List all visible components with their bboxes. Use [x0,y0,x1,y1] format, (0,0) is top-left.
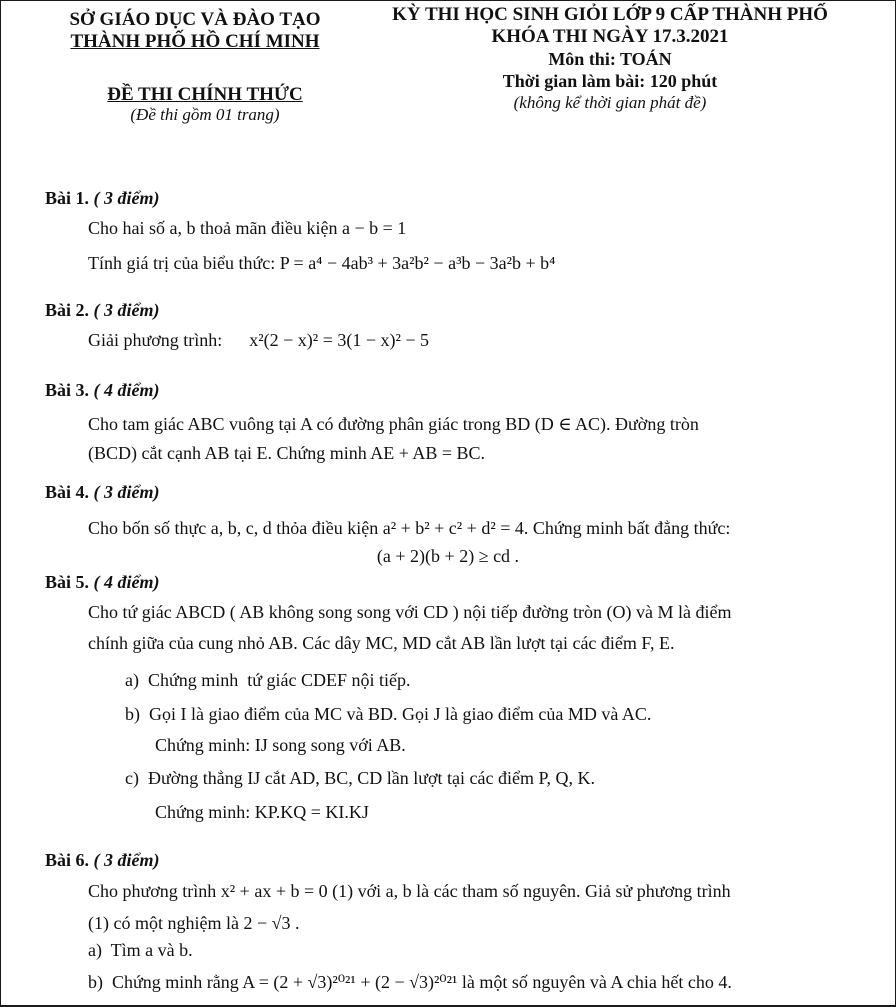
exam-time: Thời gian làm bài: 120 phút [502,71,718,91]
problem-5-part-c-claim: Chứng minh: KP.KQ = KI.KJ [155,802,369,822]
problem-2-title: Bài 2. ( 3 điểm) [45,300,160,320]
department-header [50,9,340,53]
problem-1-line-1: Cho hai số a, b thoả mãn điều kiện a − b = 1 [88,218,407,238]
problem-6-line-2: (1) có một nghiệm là 2 − √3 . [88,913,300,933]
problem-2-line-1: Giải phương trình: x²(2 − x)² = 3(1 − x)² − 5 [88,330,430,350]
official-label: ĐỀ THI CHÍNH THỨC [107,84,303,105]
problem-1-line-2: Tính giá trị của biểu thức: P = a⁴ − 4ab³ + 3a²b² − a³b − 3a²b + b⁴ [88,253,556,273]
exam-time-note: (không kể thời gian phát đề) [513,93,707,112]
problem-6-title: Bài 6. ( 3 điểm) [45,850,160,870]
exam-subject: Môn thi: TOÁN [548,49,672,69]
problem-4-line-2: (a + 2)(b + 2) ≥ cd . [376,546,520,566]
page-count-note: (Đề thi gồm 01 trang) [130,105,280,124]
problem-3-title: Bài 3. ( 4 điểm) [45,380,160,400]
problem-5-part-b: b) Gọi I là giao điểm của MC và BD. Gọi J là giao điểm của MD và AC. [125,704,652,724]
problem-6-line-1: Cho phương trình x² + ax + b = 0 (1) với a, b là các tham số nguyên. Giả sử phương trình [88,881,731,901]
problem-5-line-2: chính giữa của cung nhỏ AB. Các dây MC, MD cắt AB lần lượt tại các điểm F, E. [88,633,675,653]
problem-3-line-1: Cho tam giác ABC vuông tại A có đường phân giác trong BD (D ∈ AC). Đường tròn [88,414,699,434]
problem-5-part-b-claim: Chứng minh: IJ song song với AB. [155,735,406,755]
problem-1-title: Bài 1. ( 3 điểm) [45,188,160,208]
exam-header [370,4,850,114]
problem-6-part-b: b) Chứng minh rằng A = (2 + √3)²⁰²¹ + (2 − √3)²⁰²¹ là một số nguyên và A chia hết cho 4. [88,972,732,992]
exam-line-2: KHÓA THI NGÀY 17.3.2021 [491,26,729,47]
problem-5-part-c: c) Đường thẳng IJ cắt AD, BC, CD lần lượt tại các điểm P, Q, K. [125,768,595,788]
exam-line-1: KỲ THI HỌC SINH GIỎI LỚP 9 CẤP THÀNH PHỐ [392,4,828,25]
problem-3-line-2: (BCD) cắt cạnh AB tại E. Chứng minh AE + AB = BC. [88,443,486,463]
dept-line-1: SỞ GIÁO DỤC VÀ ĐÀO TẠO [69,9,321,30]
problem-6-part-a: a) Tìm a và b. [88,940,193,960]
problem-4-title: Bài 4. ( 3 điểm) [45,482,160,502]
problem-5-part-a: a) Chứng minh tứ giác CDEF nội tiếp. [125,670,411,690]
dept-line-2: THÀNH PHỐ HỒ CHÍ MINH [70,31,320,52]
problem-5-title: Bài 5. ( 4 điểm) [45,572,160,592]
problem-5-line-1: Cho tứ giác ABCD ( AB không song song với CD ) nội tiếp đường tròn (O) và M là điểm [88,602,732,622]
problem-4-line-1: Cho bốn số thực a, b, c, d thỏa điều kiện a² + b² + c² + d² = 4. Chứng minh bất đẳng thức: [88,518,731,538]
